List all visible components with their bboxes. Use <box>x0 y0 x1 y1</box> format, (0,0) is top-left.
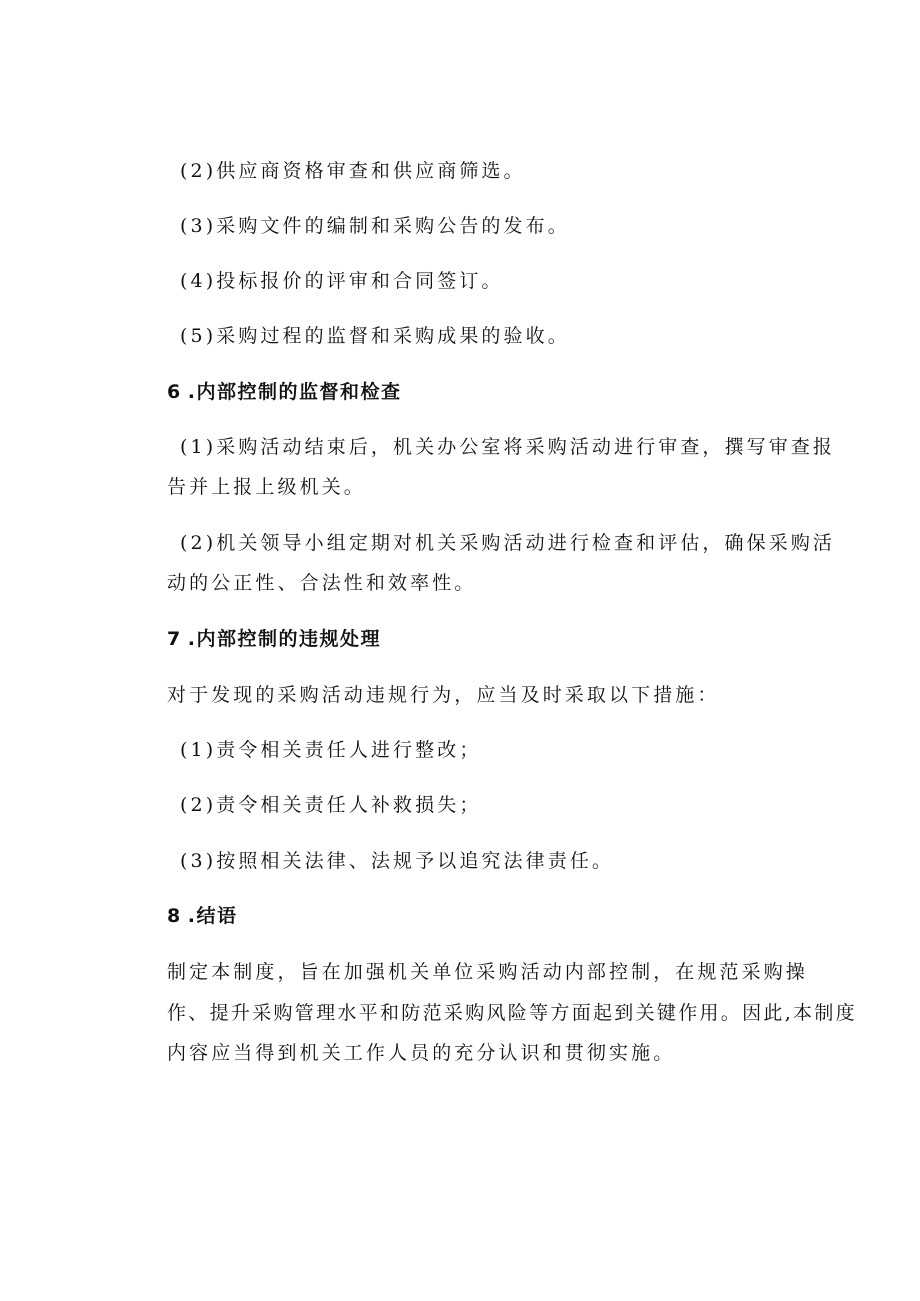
list-item: (4)投标报价的评审和合同签订。 <box>180 270 504 292</box>
paragraph-line: 内容应当得到机关工作人员的充分认识和贯彻实施。 <box>167 1042 676 1064</box>
paragraph-line: (2)机关领导小组定期对机关采购活动进行检查和评估，确保采购活 <box>180 532 836 554</box>
list-item: (3)按照相关法律、法规予以追究法律责任。 <box>180 850 615 872</box>
paragraph-line: 告并上报上级机关。 <box>167 476 366 498</box>
section-title: .结语 <box>187 905 238 927</box>
section-number: 6 <box>167 381 182 403</box>
paragraph-line: (1)采购活动结束后，机关办公室将采购活动进行审查，撰写审查报 <box>180 436 836 458</box>
paragraph-line: 动的公正性、合法性和效率性。 <box>167 572 477 594</box>
section-title: .内部控制的违规处理 <box>187 628 381 650</box>
section-number: 7 <box>167 628 182 650</box>
section-heading <box>167 379 401 405</box>
paragraph-line: 对于发现的采购活动违规行为，应当及时采取以下措施： <box>167 684 720 706</box>
section-heading <box>167 903 237 929</box>
section-heading <box>167 626 381 652</box>
list-item: (1)责令相关责任人进行整改； <box>180 739 482 761</box>
list-item: (5)采购过程的监督和采购成果的验收。 <box>180 325 570 347</box>
section-title: .内部控制的监督和检查 <box>187 381 402 403</box>
paragraph-line: 制定本制度，旨在加强机关单位采购活动内部控制，在规范采购操 <box>167 961 808 983</box>
section-number: 8 <box>167 905 182 927</box>
list-item: (2)责令相关责任人补救损失； <box>180 794 482 816</box>
list-item: (3)采购文件的编制和采购公告的发布。 <box>180 215 570 237</box>
paragraph-line: 作、提升采购管理水平和防范采购风险等方面起到关键作用。因此,本制度 <box>167 1002 857 1024</box>
list-item: (2)供应商资格审查和供应商筛选。 <box>180 160 526 182</box>
